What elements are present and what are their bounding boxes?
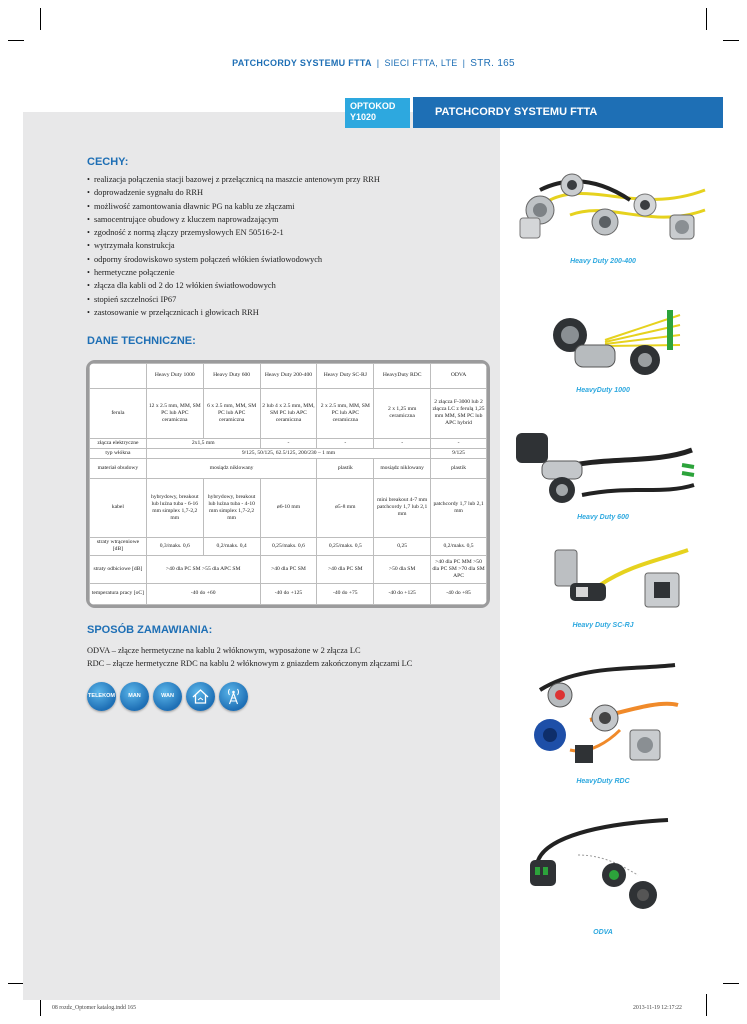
row-label: typ włókna xyxy=(90,448,147,458)
row-label: materiał obudowy xyxy=(90,458,147,478)
list-item: • stopień szczelności IP67 xyxy=(87,293,380,306)
column-header: Heavy Duty 200-400 xyxy=(260,364,317,389)
order-line: ODVA – złącze hermetyczne na kablu 2 włóknowym, wyposażone w 2 złącza LC xyxy=(87,646,361,655)
table-row: złącza elektryczne 2x1,5 mm - - - - xyxy=(90,438,487,448)
row-label: ferula xyxy=(90,388,147,438)
wan-icon: WAN xyxy=(153,682,182,711)
list-item: • zastosowanie w przełącznicach i głowicach RRH xyxy=(87,306,380,319)
column-header: HeavyDuty RDC xyxy=(374,364,431,389)
features-heading: CECHY: xyxy=(87,156,129,168)
column-header: Heavy Duty 600 xyxy=(203,364,260,389)
list-item: • możliwość zamontowania dławnic PG na kablu ze złączami xyxy=(87,200,380,213)
table-row: materiał obudowy mosiądz niklowany plastik mosiądz niklowany plastik xyxy=(90,458,487,478)
table-row: typ włókna 9/125, 50/125, 62.5/125, 200/230 – 1 mm 9/125 xyxy=(90,448,487,458)
footer-file: 08 rozdz_Optomer katalog.indd 165 xyxy=(52,1005,137,1011)
heavy-duty-sc-rj-image xyxy=(550,545,690,615)
column-header: Heavy Duty SC-RJ xyxy=(317,364,374,389)
list-item: • wytrzymała konstrukcja xyxy=(87,239,380,252)
heavy-duty-600-image xyxy=(512,425,697,510)
list-item: • odporny środowiskowo system połączeń włókien światłowodowych xyxy=(87,253,380,266)
crop-mark xyxy=(706,994,707,1016)
table-row: straty wtrąceniowe [dB] 0,3/maks. 0,6 0,2/maks. 0,4 0,25/maks. 0,6 0,25/maks. 0,5 0,25 0,2/maks. 0,5 xyxy=(90,537,487,555)
man-icon: MAN xyxy=(120,682,149,711)
crop-mark xyxy=(8,983,24,984)
table-row: straty odbiciowe [dB] >40 dla PC SM >55 dla APC SM >40 dla PC SM >40 dla PC SM >50 dla SM >40 dla PC MM >50 dla PC SM >70 dla SM APC xyxy=(90,555,487,583)
list-item: • zgodność z normą złączy przemysłowych EN 50516-2-1 xyxy=(87,226,380,239)
brand-label: OPTOKOD xyxy=(350,101,396,111)
crop-mark xyxy=(723,983,739,984)
heavy-duty-200-400-image xyxy=(510,160,710,255)
features-list xyxy=(87,173,380,319)
header-section: PATCHCORDY SYSTEMU FTTA xyxy=(232,58,372,68)
order-line: RDC – złącze hermetyczne RDC na kablu 2 włóknowym z gniazdem zakończonym złączami LC xyxy=(87,659,413,669)
row-label: kabel xyxy=(90,479,147,537)
antenna-tower-icon xyxy=(219,682,248,711)
heavy-duty-1000-image xyxy=(545,310,685,380)
page-number: STR. 165 xyxy=(470,58,515,69)
product-caption: HeavyDuty RDC xyxy=(576,778,630,785)
list-item: • doprowadzenie sygnału do RRH xyxy=(87,186,380,199)
odva-image xyxy=(518,815,673,915)
row-label: złącza elektryczne xyxy=(90,438,147,448)
tech-table xyxy=(86,360,490,608)
table-row: kabel hybrydowy, breakout lub luźna tuba - 6-16 mm simplex 1,7-2,2 mm hybrydowy, breakout lub luźna tuba - 4-10 mm simplex 1,7-2,2 mm ø6-10 mm ø5-8 mm mini breakout 4-7 mm patchcordy 1,7 lub 2,1 mm patchcordy 1,7 lub 2,1 mm xyxy=(90,479,487,537)
table-row: ferula 12 x 2.5 mm, MM, SM PC lub APC ceramiczna 6 x 2.5 mm, MM, SM PC lub APC ceramiczna 2 lub 4 x 2.5 mm, MM, SM PC lub APC ceramiczna 2 x 2.5 mm, MM, SM PC lub APC ceramiczna 2 x 1,25 mm ceramiczna 2 złącza F-3000 lub 2 złącza LC z ferulą 1,25 mm MM, SM PC lub APC hybrid xyxy=(90,388,487,438)
heavy-duty-rdc-image xyxy=(530,660,680,770)
column-header: ODVA xyxy=(431,364,487,389)
crop-mark xyxy=(40,8,41,30)
home-network-icon xyxy=(186,682,215,711)
list-item: • złącza dla kabli od 2 do 12 włókien światłowodowych xyxy=(87,279,380,292)
running-header: PATCHCORDY SYSTEMU FTTA | SIECI FTTA, LTE | STR. 165 xyxy=(232,58,515,69)
order-heading: SPOSÓB ZAMAWIANIA: xyxy=(87,624,213,636)
column-header: Heavy Duty 1000 xyxy=(146,364,203,389)
row-label: straty odbiciowe [dB] xyxy=(90,555,147,583)
product-code-badge xyxy=(345,98,410,128)
product-caption: HeavyDuty 1000 xyxy=(576,387,630,394)
product-caption: Heavy Duty SC-RJ xyxy=(572,622,634,629)
order-text xyxy=(87,644,412,671)
list-item: • realizacja połączenia stacji bazowej z przełącznicą na maszcie antenowym przy RRH xyxy=(87,173,380,186)
product-caption: ODVA xyxy=(593,929,613,936)
footer-date: 2013-11-19 12:17:22 xyxy=(633,1005,682,1011)
header-category: SIECI FTTA, LTE xyxy=(384,58,458,68)
product-caption: Heavy Duty 600 xyxy=(577,514,629,521)
list-item: • samocentrujące obudowy z kluczem naprowadzającym xyxy=(87,213,380,226)
list-item: • hermetyczne połączenie xyxy=(87,266,380,279)
table-row: temperatura pracy [oC] -40 do +60 -40 do +125 -40 do +75 -40 do +125 -40 do +85 xyxy=(90,583,487,605)
crop-mark xyxy=(706,8,707,30)
product-caption: Heavy Duty 200-400 xyxy=(570,258,636,265)
table-row xyxy=(90,364,487,389)
tech-heading: DANE TECHNICZNE: xyxy=(87,335,196,347)
row-label: straty wtrąceniowe [dB] xyxy=(90,537,147,555)
crop-mark xyxy=(723,40,739,41)
product-title: PATCHCORDY SYSTEMU FTTA xyxy=(413,97,723,128)
row-label: temperatura pracy [oC] xyxy=(90,583,147,605)
telekom-icon: TELEKOM xyxy=(87,682,116,711)
model-label: Y1020 xyxy=(350,112,377,122)
crop-mark xyxy=(8,40,24,41)
